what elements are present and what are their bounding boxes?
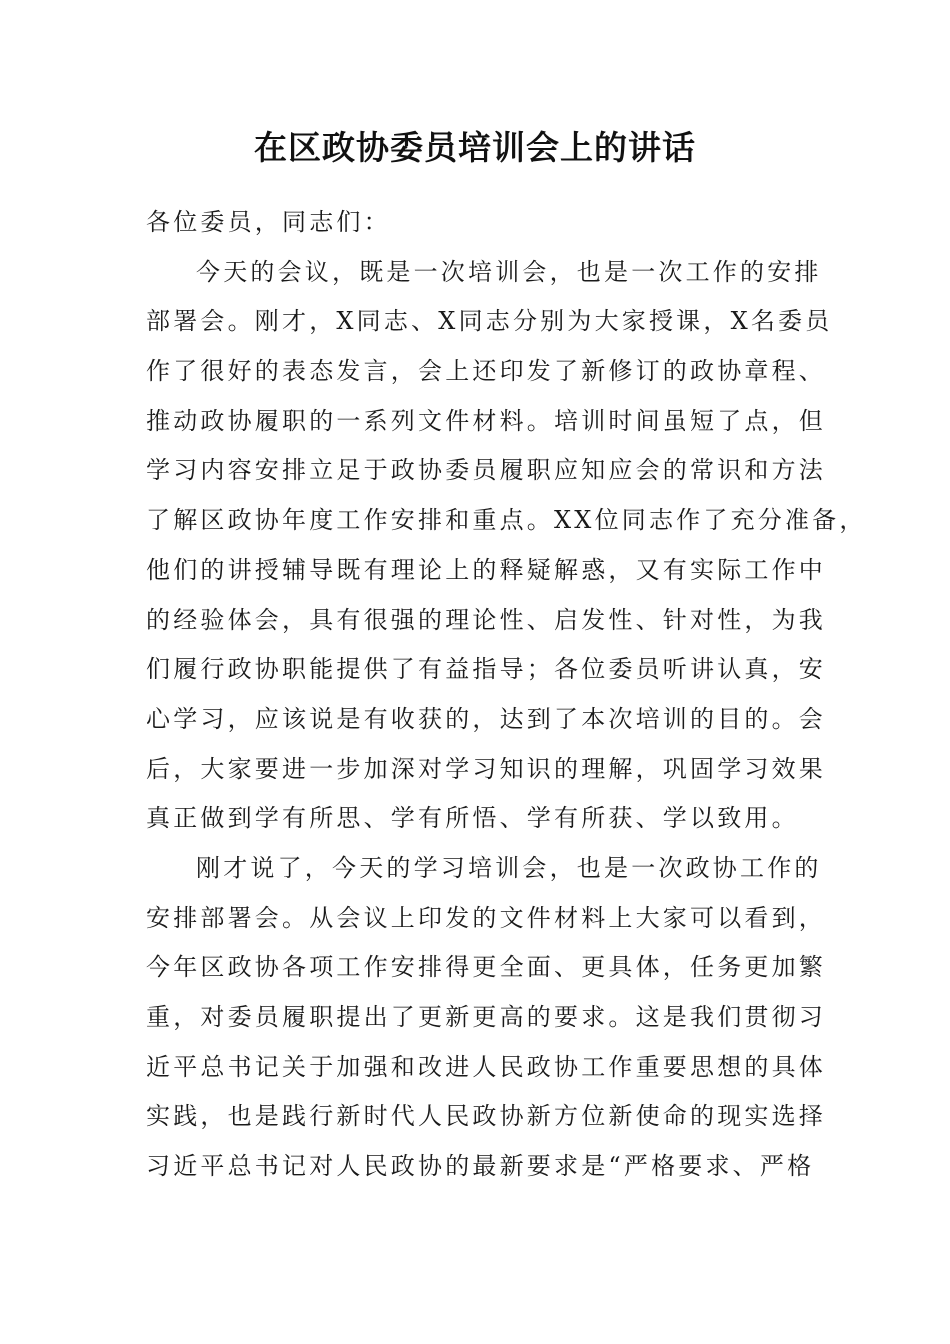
paragraph-line: 近平总书记关于加强和改进人民政协工作重要思想的具体 (146, 1052, 826, 1081)
paragraph-line: 真正做到学有所思、学有所悟、学有所获、学以致用。 (146, 804, 799, 833)
document-title: 在区政协委员培训会上的讲话 (254, 128, 696, 167)
paragraph-line: 安排部署会。从会议上印发的文件材料上大家可以看到， (146, 903, 826, 932)
paragraph-line: 了解区政协年度工作安排和重点。XX位同志作了充分准备， (146, 506, 867, 535)
paragraph-line: 部署会。刚才，X同志、X同志分别为大家授课，X名委员 (146, 307, 833, 336)
paragraph-line: 后，大家要进一步加深对学习知识的理解，巩固学习效果 (146, 754, 826, 783)
paragraph-line: 他们的讲授辅导既有理论上的释疑解惑，又有实际工作中 (146, 555, 826, 584)
paragraph-line: 刚才说了，今天的学习培训会，也是一次政协工作的 (196, 853, 822, 882)
paragraph-line: 实践，也是践行新时代人民政协新方位新使命的现实选择 (146, 1102, 826, 1131)
paragraph-line: 重，对委员履职提出了更新更高的要求。这是我们贯彻习 (146, 1003, 826, 1031)
paragraph-line: 推动政协履职的一系列文件材料。培训时间虽短了点，但 (146, 406, 826, 435)
paragraph-line: 心学习，应该说是有收获的，达到了本次培训的目的。会 (146, 704, 826, 733)
salutation-line: 各位委员，同志们： (146, 208, 391, 236)
paragraph-line: 今年区政协各项工作安排得更全面、更具体，任务更加繁 (146, 953, 826, 982)
document-body (146, 198, 867, 1192)
paragraph-line: 作了很好的表态发言，会上还印发了新修订的政协章程、 (146, 357, 826, 386)
paragraph-line: 学习内容安排立足于政协委员履职应知应会的常识和方法 (146, 456, 826, 485)
paragraph-line: 的经验体会，具有很强的理论性、启发性、针对性，为我 (146, 605, 826, 634)
paragraph-line: 们履行政协职能提供了有益指导；各位委员听讲认真，安 (146, 655, 826, 684)
paragraph-line: 习近平总书记对人民政协的最新要求是“严格要求、严格 (146, 1152, 815, 1181)
paragraph-line: 今天的会议，既是一次培训会，也是一次工作的安排 (196, 257, 822, 286)
